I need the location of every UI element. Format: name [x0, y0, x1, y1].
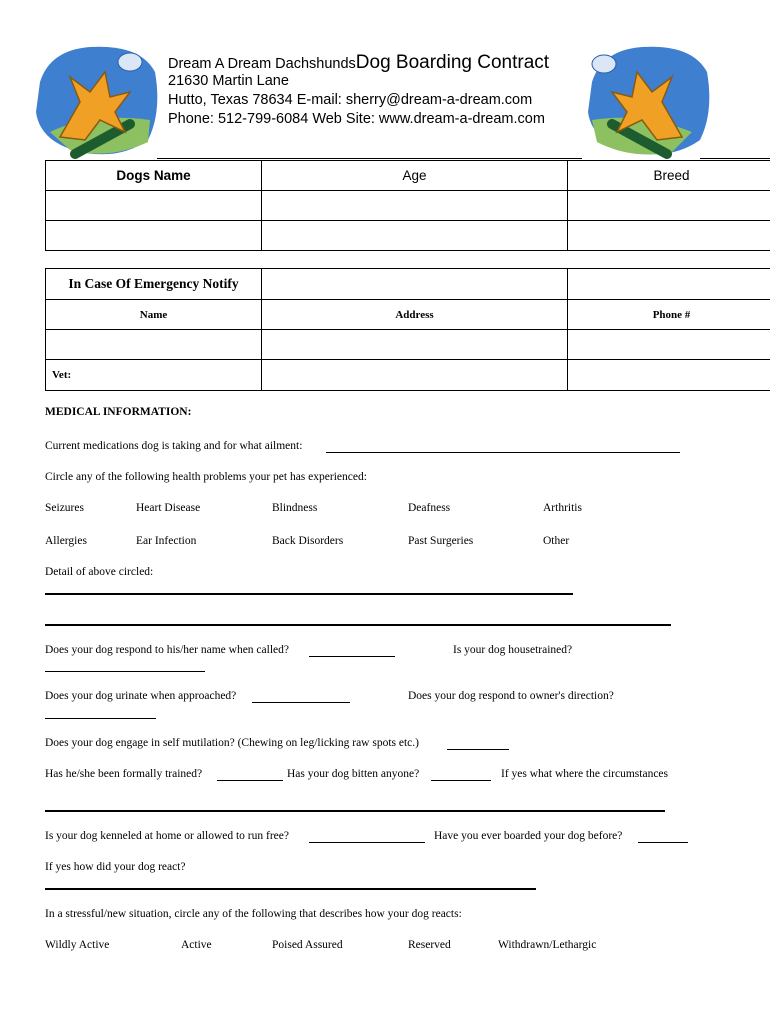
problem-other[interactable]: Other	[543, 535, 570, 547]
emergency-phone-cell[interactable]	[568, 330, 770, 360]
dogs-table	[45, 160, 770, 251]
problem-blindness[interactable]: Blindness	[272, 502, 318, 514]
dogs-name-header: Dogs Name	[46, 161, 262, 191]
reaction-active[interactable]: Active	[181, 939, 212, 951]
problem-ear-infection[interactable]: Ear Infection	[136, 535, 197, 547]
dogs-breed-header: Breed	[568, 161, 770, 191]
stressful-label: In a stressful/new situation, circle any of the following that describes how your dog reacts:	[45, 908, 462, 920]
emergency-name-header: Name	[46, 300, 262, 330]
housetrained-label: Is your dog housetrained?	[453, 644, 573, 656]
problem-arthritis[interactable]: Arthritis	[543, 502, 582, 514]
detail-field-2[interactable]	[45, 624, 671, 626]
circumstances-field[interactable]	[45, 810, 665, 812]
trained-field[interactable]	[217, 780, 283, 781]
circumstances-label: If yes what where the circumstances	[501, 768, 668, 780]
emergency-phone-header: Phone #	[568, 300, 770, 330]
respond-name-field[interactable]	[309, 656, 395, 657]
header-title-line	[168, 52, 549, 74]
boarded-label: Have you ever boarded your dog before?	[434, 830, 623, 842]
reaction-poised-assured[interactable]: Poised Assured	[272, 939, 343, 951]
header-phone-web: Phone: 512-799-6084 Web Site: www.dream-a-dream.com	[168, 111, 545, 127]
header-rule-right	[700, 158, 770, 159]
table-row	[46, 221, 770, 251]
contract-title: Dog Boarding Contract	[355, 52, 550, 73]
detail-label: Detail of above circled:	[45, 566, 154, 578]
header-rule	[157, 158, 582, 159]
react-label: If yes how did your dog react?	[45, 861, 186, 873]
problem-deafness[interactable]: Deafness	[408, 502, 451, 514]
dog-age-cell[interactable]	[262, 221, 568, 251]
dog-name-cell[interactable]	[46, 191, 262, 221]
owner-direction-label: Does your dog respond to owner's direction?	[408, 690, 614, 702]
emergency-name-cell[interactable]	[46, 330, 262, 360]
dogs-age-header: Age	[262, 161, 568, 191]
vet-address-cell[interactable]	[262, 360, 568, 391]
kenneled-label: Is your dog kenneled at home or allowed to run free?	[45, 830, 289, 842]
detail-field-1[interactable]	[45, 593, 573, 595]
current-meds-field[interactable]	[326, 452, 680, 453]
problem-heart-disease[interactable]: Heart Disease	[136, 502, 201, 514]
housetrained-field[interactable]	[45, 671, 205, 672]
header-address: 21630 Martin Lane	[168, 73, 289, 89]
bitten-field[interactable]	[431, 780, 491, 781]
respond-name-label: Does your dog respond to his/her name when called?	[45, 644, 289, 656]
business-name: Dream A Dream Dachshunds	[168, 56, 356, 72]
current-meds-label: Current medications dog is taking and for what ailment:	[45, 440, 303, 452]
problem-back-disorders[interactable]: Back Disorders	[272, 535, 344, 547]
self-mutilation-field[interactable]	[447, 749, 509, 750]
dog-breed-cell[interactable]	[568, 191, 770, 221]
bitten-label: Has your dog bitten anyone?	[287, 768, 420, 780]
problem-past-surgeries[interactable]: Past Surgeries	[408, 535, 474, 547]
reaction-withdrawn-lethargic[interactable]: Withdrawn/Lethargic	[498, 939, 597, 951]
reaction-wildly-active[interactable]: Wildly Active	[45, 939, 110, 951]
vet-label: Vet:	[46, 360, 262, 391]
dog-logo-left-icon	[30, 42, 160, 160]
urinate-field[interactable]	[252, 702, 350, 703]
react-field[interactable]	[45, 888, 536, 890]
emergency-title: In Case Of Emergency Notify	[46, 269, 262, 300]
dog-logo-right-icon	[582, 42, 712, 160]
table-row	[46, 360, 770, 391]
medical-heading: MEDICAL INFORMATION:	[45, 406, 192, 418]
reaction-reserved[interactable]: Reserved	[408, 939, 451, 951]
table-row	[46, 191, 770, 221]
kenneled-field[interactable]	[309, 842, 425, 843]
header-city-email: Hutto, Texas 78634 E-mail: sherry@dream-a-dream.com	[168, 92, 533, 108]
vet-phone-cell[interactable]	[568, 360, 770, 391]
circle-prompt: Circle any of the following health problems your pet has experienced:	[45, 471, 367, 483]
urinate-label: Does your dog urinate when approached?	[45, 690, 237, 702]
emergency-blank-cell[interactable]	[568, 269, 770, 300]
problem-seizures[interactable]: Seizures	[45, 502, 84, 514]
dog-breed-cell[interactable]	[568, 221, 770, 251]
boarded-field[interactable]	[638, 842, 688, 843]
owner-direction-field[interactable]	[45, 718, 156, 719]
self-mutilation-label: Does your dog engage in self mutilation? (Chewing on leg/licking raw spots etc.)	[45, 737, 419, 749]
trained-label: Has he/she been formally trained?	[45, 768, 203, 780]
problem-allergies[interactable]: Allergies	[45, 535, 87, 547]
emergency-address-header: Address	[262, 300, 568, 330]
table-row	[46, 330, 770, 360]
dog-name-cell[interactable]	[46, 221, 262, 251]
dog-age-cell[interactable]	[262, 191, 568, 221]
emergency-blank-cell[interactable]	[262, 269, 568, 300]
emergency-table	[45, 268, 770, 391]
emergency-address-cell[interactable]	[262, 330, 568, 360]
